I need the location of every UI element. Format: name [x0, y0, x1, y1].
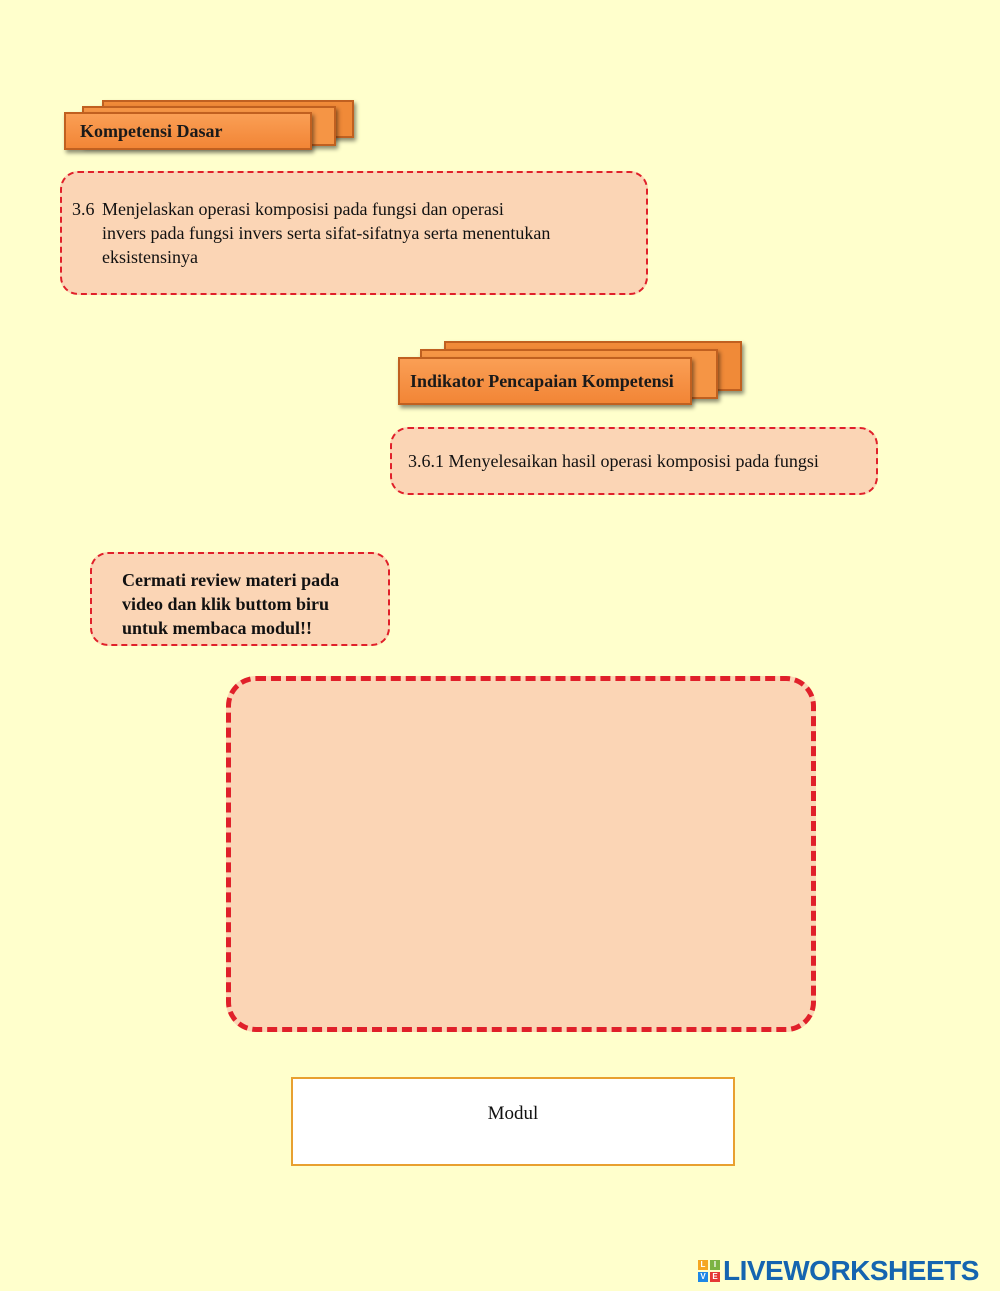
instruction-line-2: video dan klik buttom biru: [122, 594, 330, 614]
modul-button[interactable]: [291, 1077, 735, 1166]
modul-button-label: Modul: [487, 1102, 539, 1124]
kompetensi-dasar-banner: [60, 100, 360, 160]
kd-line-1: [72, 197, 636, 221]
instruction-line-3: untuk membaca modul!!: [122, 618, 313, 638]
indikator-banner: [394, 341, 744, 413]
video-frame[interactable]: [226, 676, 816, 1032]
instruction-line-1: Cermati review materi pada: [122, 570, 340, 590]
liveworksheets-logo-icon: [698, 1260, 720, 1282]
kd-text-line-3: eksistensinya: [102, 247, 198, 267]
logo-icon-letter: E: [710, 1272, 720, 1282]
indikator-text: 3.6.1 Menyelesaikan hasil operasi komposisi pada fungsi: [408, 450, 819, 471]
liveworksheets-logo-text: LIVEWORKSHEETS: [723, 1255, 979, 1286]
indikator-box: [390, 427, 878, 495]
kd-text-line-1: Menjelaskan operasi komposisi pada fungsi dan operasi: [102, 199, 504, 219]
logo-icon-letter: L: [698, 1260, 708, 1270]
kd-number: 3.6: [72, 199, 95, 219]
instruction-box: [90, 552, 390, 646]
kompetensi-dasar-heading: Kompetensi Dasar: [80, 120, 223, 141]
banner-front-layer: [398, 357, 692, 405]
logo-icon-letter: V: [698, 1272, 708, 1282]
liveworksheets-logo: [698, 1256, 979, 1286]
logo-icon-letter: I: [710, 1260, 720, 1270]
indikator-heading: Indikator Pencapaian Kompetensi: [410, 370, 674, 391]
kd-text-line-2: invers pada fungsi invers serta sifat-sifatnya serta menentukan: [102, 223, 551, 243]
kompetensi-dasar-box: [60, 171, 648, 295]
banner-front-layer: [64, 112, 312, 150]
